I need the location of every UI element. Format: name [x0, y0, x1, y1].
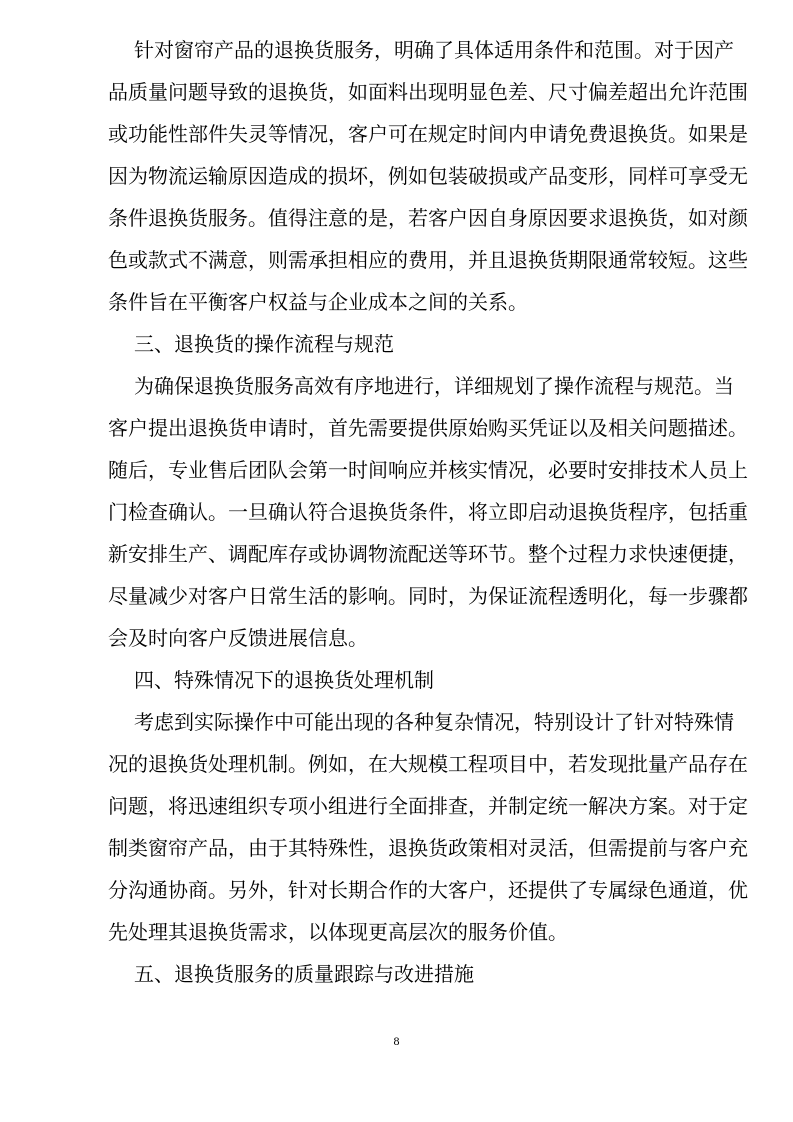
paragraph-line: 或功能性部件失灵等情况，客户可在规定时间内申请免费退换货。如果是 [108, 122, 748, 146]
paragraph-line: 问题，将迅速组织专项小组进行全面排查，并制定统一解决方案。对于定 [108, 794, 748, 818]
paragraph-line: 为确保退换货服务高效有序地进行，详细规划了操作流程与规范。当 [134, 374, 734, 398]
paragraph-line: 条件退换货服务。值得注意的是，若客户因自身原因要求退换货，如对颜 [108, 206, 748, 230]
paragraph-line: 况的退换货处理机制。例如，在大规模工程项目中，若发现批量产品存在 [108, 752, 748, 776]
paragraph-line: 考虑到实际操作中可能出现的各种复杂情况，特别设计了针对特殊情 [134, 710, 734, 734]
paragraph-line: 随后，专业售后团队会第一时间响应并核实情况，必要时安排技术人员上 [108, 458, 748, 482]
paragraph-line: 色或款式不满意，则需承担相应的费用，并且退换货期限通常较短。这些 [108, 248, 748, 272]
paragraph-line: 针对窗帘产品的退换货服务，明确了具体适用条件和范围。对于因产 [134, 38, 734, 62]
paragraph-line: 制类窗帘产品，由于其特殊性，退换货政策相对灵活，但需提前与客户充 [108, 836, 748, 860]
paragraph-line: 品质量问题导致的退换货，如面料出现明显色差、尺寸偏差超出允许范围 [108, 80, 748, 104]
paragraph-line: 尽量减少对客户日常生活的影响。同时，为保证流程透明化，每一步骤都 [108, 584, 748, 608]
paragraph-line: 分沟通协商。另外，针对长期合作的大客户，还提供了专属绿色通道，优 [108, 878, 748, 902]
paragraph-line: 门检查确认。一旦确认符合退换货条件，将立即启动退换货程序，包括重 [108, 500, 748, 524]
section-heading-special-cases: 四、特殊情况下的退换货处理机制 [134, 668, 434, 692]
page-number: 8 [393, 1034, 400, 1048]
section-heading-quality-tracking: 五、退换货服务的质量跟踪与改进措施 [134, 962, 474, 986]
paragraph-line: 条件旨在平衡客户权益与企业成本之间的关系。 [108, 290, 528, 314]
section-heading-process: 三、退换货的操作流程与规范 [134, 332, 394, 356]
paragraph-line: 因为物流运输原因造成的损坏，例如包装破损或产品变形，同样可享受无 [108, 164, 748, 188]
paragraph-line: 新安排生产、调配库存或协调物流配送等环节。整个过程力求快速便捷， [108, 542, 748, 566]
paragraph-line: 客户提出退换货申请时，首先需要提供原始购买凭证以及相关问题描述。 [108, 416, 748, 440]
paragraph-line: 先处理其退换货需求，以体现更高层次的服务价值。 [108, 920, 568, 944]
paragraph-line: 会及时向客户反馈进展信息。 [108, 626, 368, 650]
